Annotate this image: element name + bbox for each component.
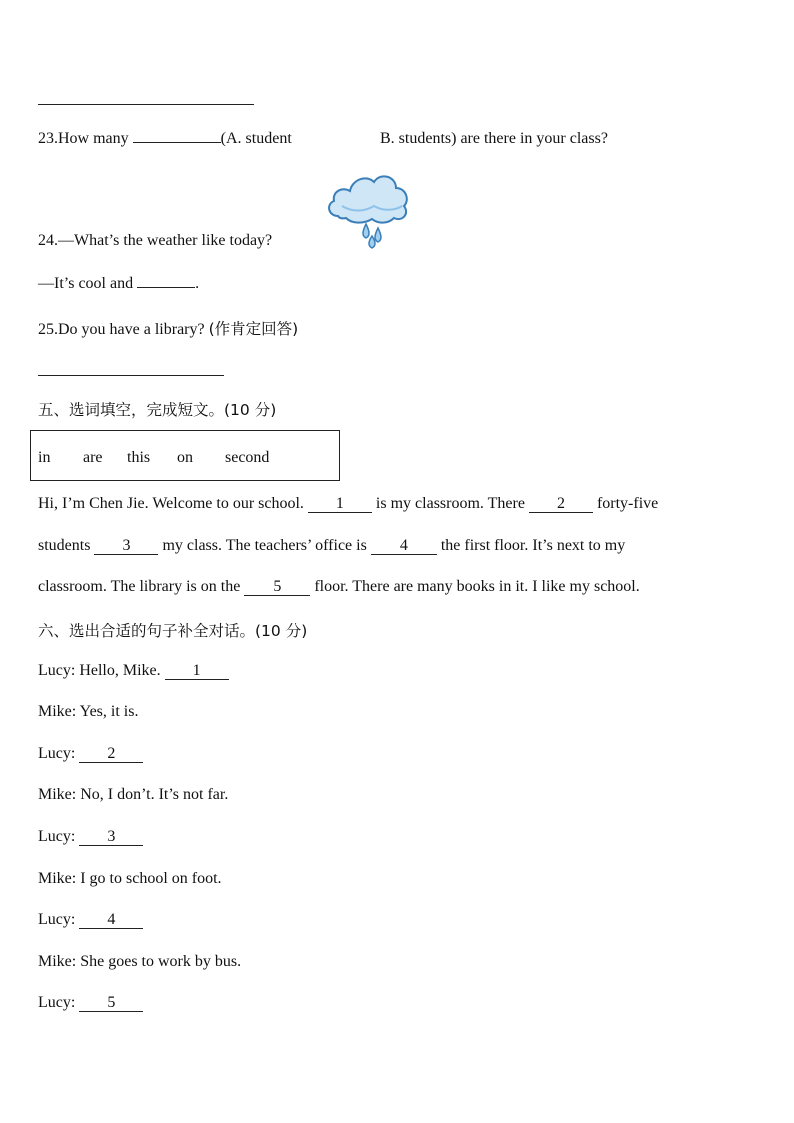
dialogue-line bbox=[38, 994, 143, 1012]
speaker-name: Lucy: bbox=[38, 994, 76, 1011]
passage-text: floor. There are many books in it. I like my school. bbox=[310, 578, 640, 595]
speaker-name: Lucy: bbox=[38, 662, 76, 679]
dialogue-line bbox=[38, 662, 229, 680]
q24-answer bbox=[38, 275, 199, 293]
speaker-name: Lucy: bbox=[38, 745, 76, 762]
dialogue-line bbox=[38, 828, 143, 846]
passage-text: students bbox=[38, 537, 95, 554]
question-24: 24.—What’s the weather like today? bbox=[38, 232, 273, 249]
speaker-name: Mike: bbox=[38, 703, 77, 720]
question-23 bbox=[38, 130, 292, 148]
q25-question: 25.Do you have a library? bbox=[38, 321, 205, 338]
section6-heading: 六、选出合适的句子补全对话。(10 分) bbox=[38, 622, 308, 640]
q24-blank[interactable] bbox=[137, 287, 195, 288]
dialogue-text: Yes, it is. bbox=[76, 703, 139, 720]
passage-blank-5[interactable]: 5 bbox=[244, 579, 310, 596]
passage-blank-4[interactable]: 4 bbox=[371, 538, 437, 555]
answer-line-q22[interactable] bbox=[38, 104, 254, 105]
word-bank-item: are bbox=[83, 449, 103, 466]
q23-blank[interactable] bbox=[133, 142, 221, 143]
passage-text: the first floor. It’s next to my bbox=[436, 537, 626, 554]
dialogue-line bbox=[38, 953, 241, 971]
dialogue-blank-3[interactable]: 3 bbox=[79, 829, 143, 846]
dialogue-line bbox=[38, 911, 143, 929]
dialogue-text: She goes to work by bus. bbox=[76, 953, 242, 970]
passage-blank-3[interactable]: 3 bbox=[94, 538, 158, 555]
dialogue-line bbox=[38, 703, 138, 721]
dialogue-text: I go to school on foot. bbox=[76, 870, 222, 887]
speaker-name: Mike: bbox=[38, 953, 77, 970]
passage-blank-1[interactable]: 1 bbox=[308, 496, 372, 513]
dialogue-blank-1[interactable]: 1 bbox=[165, 663, 229, 680]
section5-heading: 五、选词填空，完成短文。(10 分) bbox=[38, 401, 277, 419]
word-bank bbox=[30, 430, 340, 481]
passage-text: Hi, I’m Chen Jie. Welcome to our school. bbox=[38, 495, 308, 512]
q23-option-a: (A. student bbox=[220, 130, 292, 147]
speaker-name: Mike: bbox=[38, 786, 77, 803]
passage-line-3 bbox=[38, 578, 640, 596]
q25-instruction: (作肯定回答) bbox=[208, 320, 299, 338]
word-bank-item: in bbox=[38, 449, 51, 466]
passage-text: my class. The teachers’ office is bbox=[158, 537, 371, 554]
word-bank-item: second bbox=[225, 449, 270, 466]
rain-cloud-icon bbox=[324, 166, 412, 250]
q23-option-b: B. students) are there in your class? bbox=[380, 130, 608, 147]
word-bank-item: on bbox=[177, 449, 193, 466]
word-bank-item: this bbox=[127, 449, 151, 466]
passage-blank-2[interactable]: 2 bbox=[529, 496, 593, 513]
answer-line-q25[interactable] bbox=[38, 375, 224, 376]
passage-line-1 bbox=[38, 495, 658, 513]
speaker-name: Lucy: bbox=[38, 828, 76, 845]
dialogue-line bbox=[38, 870, 222, 888]
dialogue-blank-5[interactable]: 5 bbox=[79, 995, 143, 1012]
passage-text: classroom. The library is on the bbox=[38, 578, 245, 595]
q23-prefix: 23.How many bbox=[38, 130, 133, 147]
dialogue-blank-4[interactable]: 4 bbox=[79, 912, 143, 929]
passage-text: is my classroom. There bbox=[371, 495, 529, 512]
q24-answer-suffix: . bbox=[195, 275, 200, 292]
dialogue-blank-2[interactable]: 2 bbox=[79, 746, 143, 763]
passage-text: forty-five bbox=[592, 495, 659, 512]
q24-answer-prefix: —It’s cool and bbox=[38, 275, 138, 292]
dialogue-text: No, I don’t. It’s not far. bbox=[76, 786, 229, 803]
dialogue-line bbox=[38, 786, 228, 804]
dialogue-text: Hello, Mike. bbox=[79, 662, 165, 679]
speaker-name: Lucy: bbox=[38, 911, 76, 928]
passage-line-2 bbox=[38, 537, 625, 555]
speaker-name: Mike: bbox=[38, 870, 77, 887]
question-25 bbox=[38, 317, 298, 339]
dialogue-line bbox=[38, 745, 143, 763]
